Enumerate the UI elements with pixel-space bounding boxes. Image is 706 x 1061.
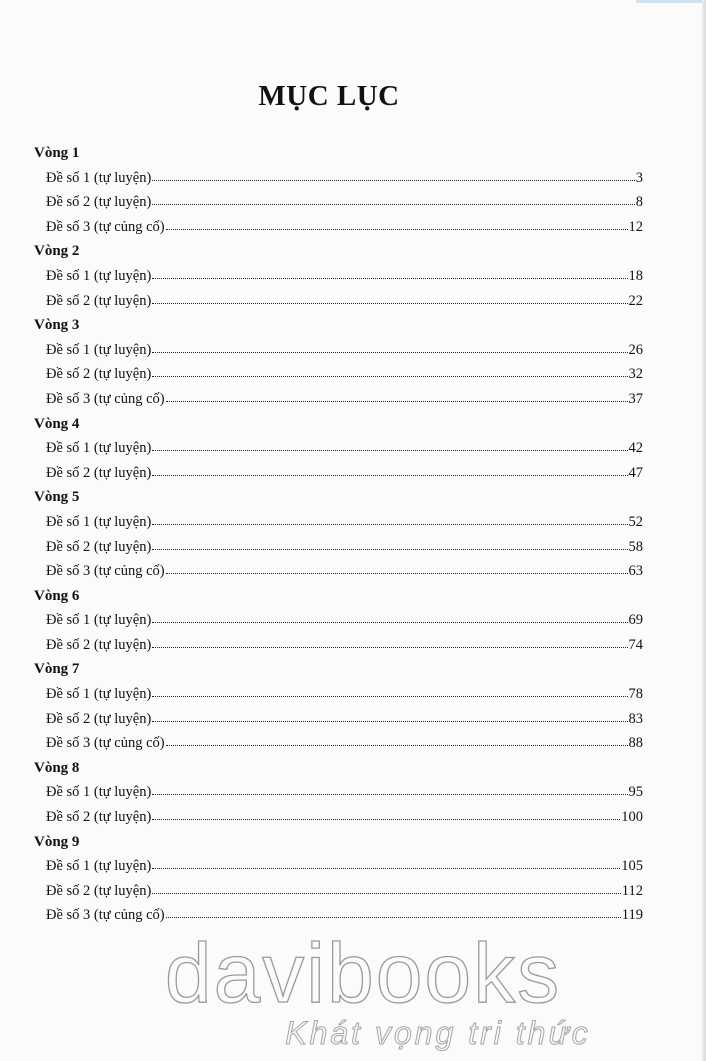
toc-entry-page-number: 100 — [621, 809, 643, 826]
dot-leader — [152, 440, 627, 451]
dot-leader — [152, 194, 634, 205]
toc-entry-label: Đề số 1 (tự luyện) — [46, 612, 152, 629]
toc-entry-page-number: 3 — [635, 169, 643, 186]
watermark-slogan: Khát vọng tri thức — [285, 1015, 591, 1051]
toc-entry[interactable] — [46, 190, 643, 215]
dot-leader — [152, 342, 627, 353]
toc-entry-label: Đề số 2 (tự luyện) — [46, 538, 152, 555]
dot-leader — [166, 391, 628, 402]
toc-entry-page-number: 74 — [628, 636, 643, 653]
toc-entry-page-number: 112 — [621, 882, 643, 899]
section-heading: Vòng 1 — [34, 145, 80, 161]
toc-entry-label: Đề số 2 (tự luyện) — [46, 366, 152, 383]
toc-entry-label: Đề số 1 (tự luyện) — [46, 686, 152, 703]
dot-leader — [152, 612, 627, 623]
section-heading: Vòng 2 — [34, 243, 80, 260]
dot-leader — [166, 907, 621, 918]
toc-entry[interactable] — [46, 510, 643, 535]
dot-leader — [152, 637, 627, 648]
toc-entry-page-number: 119 — [621, 907, 643, 924]
toc-entry-page-number: 78 — [628, 686, 643, 703]
watermark-brand: davibooks — [164, 926, 562, 1020]
dot-leader — [152, 784, 627, 795]
dot-leader — [166, 735, 628, 746]
toc-entry-label: Đề số 1 (tự luyện) — [46, 169, 152, 186]
dot-leader — [152, 514, 627, 525]
page-title: MỤC LỤC — [258, 80, 400, 112]
toc-entry-label: Đề số 3 (tự củng cố) — [46, 735, 165, 752]
toc-entry[interactable] — [46, 633, 643, 658]
toc-entry-label: Đề số 3 (tự củng cố) — [46, 218, 165, 235]
toc-entry-page-number: 37 — [628, 390, 643, 407]
dot-leader — [152, 711, 627, 722]
section-heading: Vòng 4 — [34, 415, 80, 432]
toc-entry[interactable] — [46, 289, 643, 314]
toc-entry-page-number: 8 — [635, 194, 643, 211]
dot-leader — [152, 809, 620, 820]
dot-leader — [152, 170, 634, 181]
section-heading: Vòng 9 — [34, 833, 80, 850]
toc-entry[interactable] — [46, 608, 643, 633]
toc-entry-page-number: 95 — [628, 784, 643, 801]
toc-entry-page-number: 47 — [628, 464, 643, 481]
toc-entry-label: Đề số 2 (tự luyện) — [46, 882, 152, 899]
dot-leader — [152, 883, 620, 894]
toc-entry-label: Đề số 1 (tự luyện) — [46, 858, 152, 875]
toc-entry[interactable] — [46, 559, 643, 584]
toc-entry[interactable] — [46, 387, 643, 412]
toc-entry-label: Đề số 3 (tự củng cố) — [46, 563, 165, 580]
toc-entry-page-number: 42 — [628, 440, 643, 457]
toc-entry[interactable] — [46, 166, 643, 191]
section-heading: Vòng 5 — [34, 489, 80, 506]
toc-entry-label: Đề số 1 (tự luyện) — [46, 440, 152, 457]
toc-entry-page-number: 22 — [628, 292, 643, 309]
toc-entry[interactable] — [46, 879, 643, 904]
toc-entry[interactable] — [46, 780, 643, 805]
toc-entry-label: Đề số 2 (tự luyện) — [46, 292, 152, 309]
toc-entry[interactable] — [46, 707, 643, 732]
toc-entry-label: Đề số 3 (tự củng cố) — [46, 907, 165, 924]
dot-leader — [152, 686, 627, 697]
toc-entry-page-number: 18 — [628, 267, 643, 284]
section-heading: Vòng 8 — [34, 759, 80, 776]
dot-leader — [152, 268, 627, 279]
dot-leader — [152, 539, 627, 550]
toc-entry[interactable] — [46, 682, 643, 707]
toc-entry-label: Đề số 1 (tự luyện) — [46, 267, 152, 284]
toc-entry[interactable] — [46, 461, 643, 486]
dot-leader — [152, 465, 627, 476]
page-right-edge — [702, 0, 706, 1061]
toc-entry[interactable] — [46, 436, 643, 461]
toc-entry-page-number: 83 — [628, 710, 643, 727]
toc-entry-label: Đề số 1 (tự luyện) — [46, 513, 152, 530]
toc-entry[interactable] — [46, 854, 643, 879]
toc-entry-page-number: 58 — [628, 538, 643, 555]
toc-entry-page-number: 12 — [628, 218, 643, 235]
toc-entry-label: Đề số 3 (tự củng cố) — [46, 390, 165, 407]
toc-entry-page-number: 26 — [628, 341, 643, 358]
watermark — [0, 925, 706, 1051]
dot-leader — [152, 858, 620, 869]
toc-entry-label: Đề số 2 (tự luyện) — [46, 464, 152, 481]
toc-entry-label: Đề số 2 (tự luyện) — [46, 710, 152, 727]
toc-entry-page-number: 52 — [628, 513, 643, 530]
dot-leader — [152, 366, 627, 377]
toc-entry-label: Đề số 1 (tự luyện) — [46, 341, 152, 358]
top-edge-strip — [636, 0, 706, 3]
toc-entry-label: Đề số 2 (tự luyện) — [46, 809, 152, 826]
dot-leader — [166, 563, 628, 574]
dot-leader — [152, 293, 627, 304]
toc-entry[interactable] — [46, 264, 643, 289]
toc-entry[interactable] — [46, 215, 643, 240]
section-heading: Vòng 3 — [34, 317, 80, 334]
toc-entry-label: Đề số 2 (tự luyện) — [46, 636, 152, 653]
toc-entry-page-number: 88 — [628, 735, 643, 752]
section-heading: Vòng 7 — [34, 661, 80, 678]
toc-entry-label: Đề số 2 (tự luyện) — [46, 194, 152, 211]
toc-entry-page-number: 105 — [621, 858, 643, 875]
table-of-contents — [34, 141, 643, 928]
toc-entry[interactable] — [46, 535, 643, 560]
toc-entry[interactable] — [46, 805, 643, 830]
toc-entry[interactable] — [46, 338, 643, 363]
section-heading: Vòng 6 — [34, 587, 80, 604]
toc-entry-page-number: 69 — [628, 612, 643, 629]
toc-entry-label: Đề số 1 (tự luyện) — [46, 784, 152, 801]
toc-entry[interactable] — [46, 731, 643, 756]
dot-leader — [166, 219, 628, 230]
toc-entry-page-number: 32 — [628, 366, 643, 383]
toc-entry[interactable] — [46, 362, 643, 387]
toc-entry-page-number: 63 — [628, 563, 643, 580]
